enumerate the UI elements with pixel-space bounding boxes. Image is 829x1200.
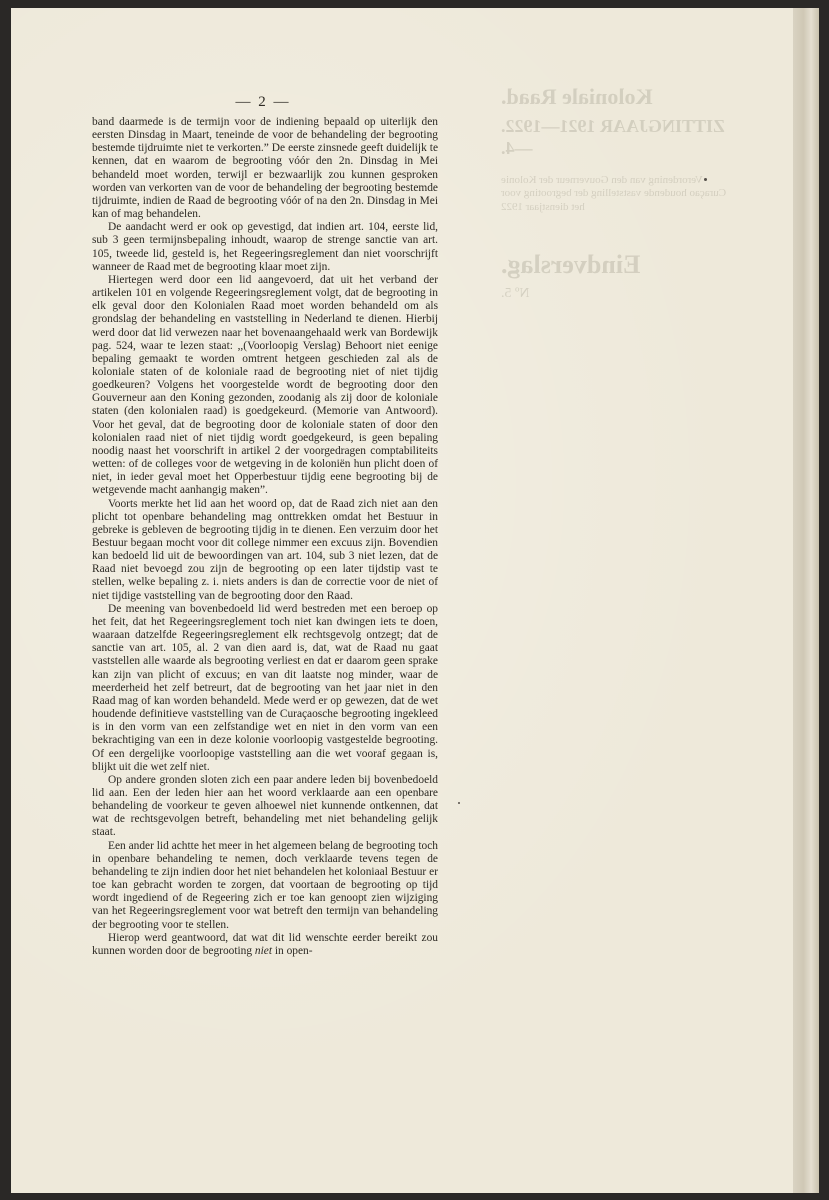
paragraph: Een ander lid achtte het meer in het algemeen belang de begrooting toch in openbare behandeling te nemen, doch verklaarde tevens tegen de behandeling te zijn indien door het niet behandelen het koloniaal Bestuur er toe kan gebracht worden te zorgen, dat voortaan de begrooting op tijd wordt ingediend of de Regeering zich er toe kan genoopt zien wijziging van het Regeeringsreglement voor wat betreft den termijn van behandeling der begrooting voor te stellen. bbox=[92, 839, 438, 931]
page-number: — 2 — bbox=[235, 94, 291, 110]
paragraph: Hiertegen werd door een lid aangevoerd, dat uit het verband der artikelen 101 en volgende Regeeringsreglement volgt, dat de begrooting in elk geval door den Kolonialen Raad moet worden behandeld om als grondslag der behandeling en vaststelling in Nederland te dienen. Hierbij werd door dat lid verwezen naar het bovenaangehaald werk van Bordewijk pag. 524, waar te lezen staat: ,,(Voorloopig Verslag) Behoort niet eenige bepaling gemaakt te worden omtrent hetgeen geschieden zal als de koloniale staten of de koloniale raad de begrooting niet of niet tijdig goedkeuren? Volgens het voorgestelde wordt de begrooting door den Gouverneur aan den Koning gezonden, zoodanig als zij door de koloniale staten (den kolonialen raad) is goedgekeurd. (Memorie van Antwoord). Voor het geval, dat de begrooting door de koloniale staten of door den kolonialen raad niet of niet tijdig wordt goedgekeurd, is geen bepaling noodig naast het voorschrift in artikel 2 der voorgedragen comptabiliteits wetten: of de colleges voor de wetgeving in de koloniën hun plicht doen of niet, in ieder geval moet het Opperbestuur tijdig eene begrooting bij de wetgevende macht aanhangig maken”. bbox=[92, 273, 438, 497]
paragraph: De aandacht werd er ook op gevestigd, dat indien art. 104, eerste lid, sub 3 geen termijnsbepaling inhoudt, waarop de strenge sanctie van art. 105, tweede lid, gesteld is, het Regeeringsreglement dan niet voorschrijft wanneer de Raad met de begrooting klaar moet zijn. bbox=[92, 221, 438, 273]
page-binding-edge bbox=[793, 8, 819, 1193]
bleed-through-image: Koloniale Raad. ZITTINGJAAR 1921—1922.—4. Verordening van den Gouverneur der Kolonie Curaçao houdende vaststelling der begrooting voor het dienstjaar 1922 Eindverslag. Nº 5. bbox=[501, 84, 727, 302]
speck-mark bbox=[458, 802, 460, 804]
paragraph: De meening van bovenbedoeld lid werd bestreden met een beroep op het feit, dat het Regeeringsreglement toch niet kan dwingen iets te doen, waaraan datzelfde Regeeringsreglement elk rechtsgevolg ontzegt; dat de sanctie van art. 105, al. 2 van dien aard is, dat, wat de Raad nu gaat vaststellen alle waarde als begrooting verliest en dat er daarom geen sprake kan zijn van plicht of excuus; en van dit laatste nog minder, waar de meerderheid het zelf betreurt, dat de begrooting van het jaar niet in den Raad mag of kan worden behandeld. Mede werd er op gewezen, dat de wet houdende definitieve vaststelling van de Curaçaosche begrooting ingekleed is in den vorm van een zelfstandige wet en niet in den vorm van een bekrachtiging van een in deze kolonie voorloopig vastgestelde begrooting. Of een dergelijke voorloopige vaststelling aan die wet vooraf gegaan is, blijkt uit die wet zelf niet. bbox=[92, 602, 438, 773]
document-page bbox=[11, 8, 819, 1193]
speck-mark bbox=[704, 178, 707, 181]
paragraph: Voorts merkte het lid aan het woord op, dat de Raad zich niet aan den plicht tot openbare behandeling mag onttrekken omdat het Bestuur in gebreke is gebleven de begrooting tijdig in te dienen. Een verzuim door het Bestuur begaan mocht voor dit college nimmer een excuus zijn. Bovendien kan bedoeld lid uit de bewoordingen van art. 104, sub 3 niet lezen, dat de Raad niet bevoegd zou zijn de begrooting op een later tijdstip vast te stellen, welke bepaling z. i. niets anders is dan de correctie voor de niet of niet tijdige vaststelling van de begrooting door den Raad. bbox=[92, 497, 438, 602]
paragraph: band daarmede is de termijn voor de indiening bepaald op uiterlijk den eersten Dinsdag in Maart, teneinde de voor de behandeling der begrooting bestemde tijdruimte niet te verkorten.” De eerste zinsnede geeft duidelijk te kennen, dat en waarom de begrooting vóór den 2n. Dinsdag in Mei behandeld moet worden, terwijl er bezwaarlijk zou kunnen gesproken worden van verkorten van de voor de behandeling der begrooting bestemde tijdruimte, indien de Raad de begrooting vóór of na den 2n. Dinsdag in Mei kan of mag behandelen. bbox=[92, 116, 438, 221]
paragraph: Op andere gronden sloten zich een paar andere leden bij bovenbedoeld lid aan. Een der leden hier aan het woord verklaarde aan een openbare behandeling de voorkeur te geven alhoewel niet kunnende ontkennen, dat wat de rechtsgevolgen betreft, behandeling met niet behandeling gelijk staat. bbox=[92, 773, 438, 839]
paragraph-text-end: in open- bbox=[272, 944, 313, 957]
paragraph-text: Hierop werd geantwoord, dat wat dit lid wenschte eerder bereikt zou kunnen worden door de begrooting bbox=[92, 931, 438, 957]
emphasis-text: niet bbox=[254, 944, 273, 957]
paragraph-last bbox=[92, 932, 438, 958]
body-text bbox=[92, 116, 438, 958]
